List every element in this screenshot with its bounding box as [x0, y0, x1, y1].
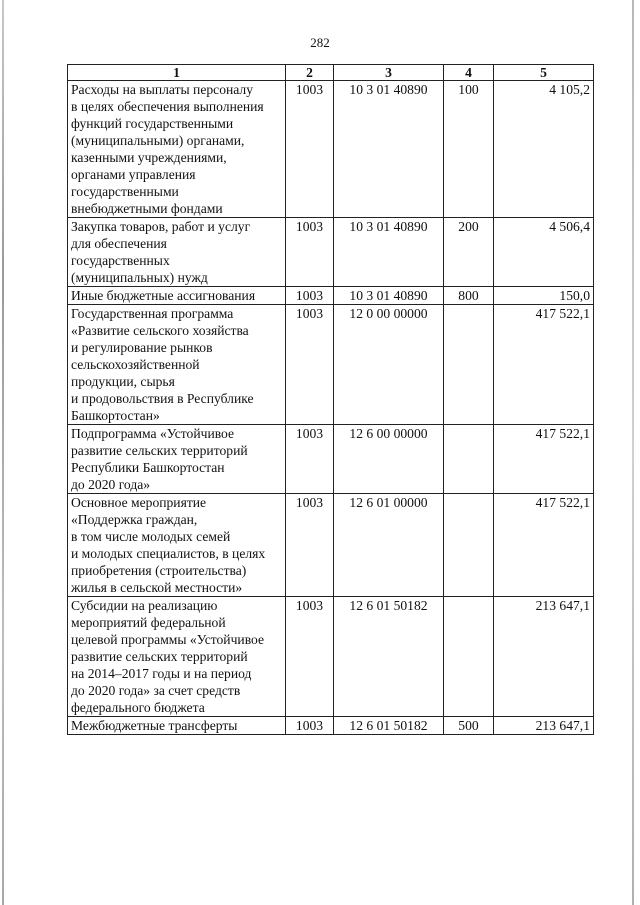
- table-row: [68, 218, 594, 287]
- section-code-cell: 1003: [286, 305, 334, 425]
- row-name-line: (муниципальными) органами,: [71, 133, 245, 148]
- row-name-line: Иные бюджетные ассигнования: [71, 288, 256, 303]
- expense-type-cell: [444, 597, 494, 717]
- row-name-line: казенными учреждениями,: [71, 150, 227, 165]
- row-name-line: «Поддержка граждан,: [71, 512, 198, 527]
- row-name-line: и регулирование рынков: [71, 340, 213, 355]
- amount-cell: 417 522,1: [494, 305, 594, 425]
- table-row: [68, 287, 594, 305]
- amount-cell: 4 506,4: [494, 218, 594, 287]
- amount-cell: 417 522,1: [494, 494, 594, 597]
- row-name-line: Башкортостан»: [71, 408, 160, 423]
- table-row: [68, 305, 594, 425]
- row-name-line: функций государственными: [71, 116, 234, 131]
- row-name-line: Республики Башкортостан: [71, 460, 225, 475]
- row-name-cell: [68, 597, 286, 717]
- target-article-cell: 12 6 00 00000: [334, 425, 444, 494]
- target-article-cell: 10 3 01 40890: [334, 218, 444, 287]
- section-code-cell: 1003: [286, 287, 334, 305]
- section-code-cell: 1003: [286, 218, 334, 287]
- row-name-line: до 2020 года»: [71, 477, 151, 492]
- row-name-line: «Развитие сельского хозяйства: [71, 323, 249, 338]
- expense-type-cell: [444, 305, 494, 425]
- row-name-line: жилья в сельской местности»: [71, 580, 243, 595]
- row-name-line: развитие сельских территорий: [71, 649, 248, 664]
- section-code-cell: 1003: [286, 425, 334, 494]
- expense-type-cell: 100: [444, 81, 494, 218]
- target-article-cell: 12 6 01 00000: [334, 494, 444, 597]
- row-name-line: целевой программы «Устойчивое: [71, 632, 265, 647]
- section-code-cell: 1003: [286, 717, 334, 735]
- row-name-cell: [68, 425, 286, 494]
- column-header: 3: [334, 65, 444, 81]
- section-code-cell: 1003: [286, 81, 334, 218]
- target-article-cell: 12 6 01 50182: [334, 717, 444, 735]
- row-name-line: Основное мероприятие: [71, 495, 207, 510]
- row-name-line: мероприятий федеральной: [71, 615, 226, 630]
- row-name-line: в целях обеспечения выполнения: [71, 99, 264, 114]
- scan-edge-left: [2, 0, 4, 905]
- row-name-line: до 2020 года» за счет средств: [71, 683, 241, 698]
- row-name-cell: [68, 305, 286, 425]
- section-code-cell: 1003: [286, 597, 334, 717]
- table-row: [68, 81, 594, 218]
- row-name-line: на 2014–2017 годы и на период: [71, 666, 252, 681]
- budget-table: [67, 64, 594, 735]
- page-number: 282: [310, 35, 330, 50]
- table-header-row: [68, 65, 594, 81]
- table-row: [68, 425, 594, 494]
- row-name-line: Расходы на выплаты персоналу: [71, 82, 253, 97]
- expense-type-cell: 500: [444, 717, 494, 735]
- row-name-line: внебюджетными фондами: [71, 201, 223, 216]
- expense-type-cell: 200: [444, 218, 494, 287]
- row-name-line: развитие сельских территорий: [71, 443, 248, 458]
- expense-type-cell: 800: [444, 287, 494, 305]
- row-name-line: продукции, сырья: [71, 374, 175, 389]
- row-name-cell: [68, 218, 286, 287]
- row-name-line: и продовольствия в Республике: [71, 391, 254, 406]
- column-header: 5: [494, 65, 594, 81]
- expense-type-cell: [444, 425, 494, 494]
- table-row: [68, 494, 594, 597]
- column-header: 2: [286, 65, 334, 81]
- scan-edge-right: [632, 0, 634, 905]
- row-name-line: для обеспечения: [71, 236, 167, 251]
- row-name-cell: [68, 287, 286, 305]
- amount-cell: 213 647,1: [494, 597, 594, 717]
- row-name-line: государственными: [71, 184, 179, 199]
- row-name-cell: [68, 494, 286, 597]
- amount-cell: 4 105,2: [494, 81, 594, 218]
- target-article-cell: 10 3 01 40890: [334, 81, 444, 218]
- table-row: [68, 597, 594, 717]
- row-name-line: органами управления: [71, 167, 196, 182]
- row-name-line: в том числе молодых семей: [71, 529, 231, 544]
- row-name-line: Государственная программа: [71, 306, 234, 321]
- row-name-line: и молодых специалистов, в целях: [71, 546, 266, 561]
- amount-cell: 417 522,1: [494, 425, 594, 494]
- row-name-line: (муниципальных) нужд: [71, 270, 208, 285]
- expense-type-cell: [444, 494, 494, 597]
- amount-cell: 150,0: [494, 287, 594, 305]
- row-name-line: приобретения (строительства): [71, 563, 247, 578]
- target-article-cell: 12 6 01 50182: [334, 597, 444, 717]
- amount-cell: 213 647,1: [494, 717, 594, 735]
- table-row: [68, 717, 594, 735]
- row-name-line: Подпрограмма «Устойчивое: [71, 426, 235, 441]
- target-article-cell: 12 0 00 00000: [334, 305, 444, 425]
- row-name-line: Закупка товаров, работ и услуг: [71, 219, 251, 234]
- column-header: 4: [444, 65, 494, 81]
- row-name-cell: [68, 81, 286, 218]
- row-name-line: Межбюджетные трансферты: [71, 718, 238, 733]
- table-body: [68, 81, 594, 735]
- row-name-line: Субсидии на реализацию: [71, 598, 218, 613]
- row-name-cell: [68, 717, 286, 735]
- column-header: 1: [68, 65, 286, 81]
- row-name-line: федерального бюджета: [71, 700, 205, 715]
- target-article-cell: 10 3 01 40890: [334, 287, 444, 305]
- section-code-cell: 1003: [286, 494, 334, 597]
- row-name-line: государственных: [71, 253, 170, 268]
- row-name-line: сельскохозяйственной: [71, 357, 200, 372]
